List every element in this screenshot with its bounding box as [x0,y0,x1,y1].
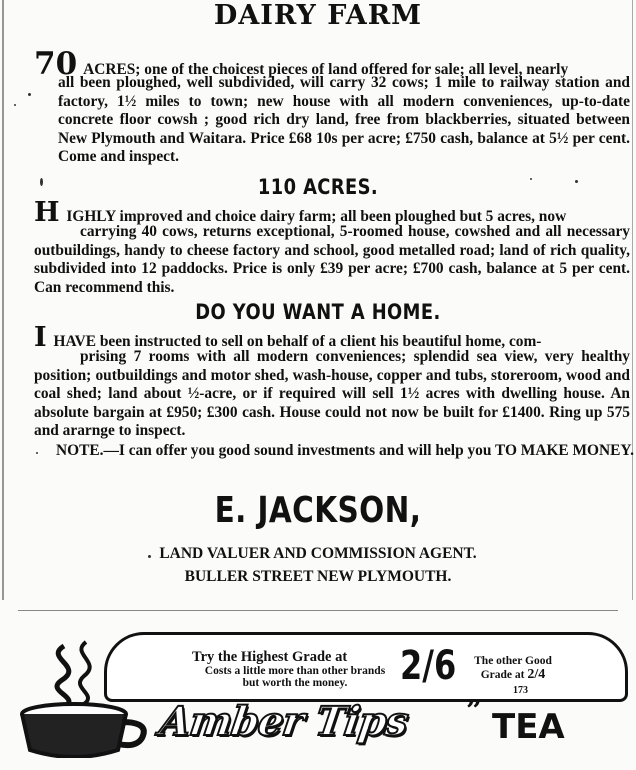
scan-speck [14,104,16,106]
agent-name: E. JACKSON, [214,490,422,531]
page-title: DAIRY FARM [213,0,423,31]
section-divider [18,610,618,611]
left-column-rule [2,0,4,600]
heading-110-acres: 110 ACRES. [257,175,379,199]
scan-speck [148,555,151,558]
listing-110-acres-body: carrying 40 cows, returns exceptional, 5-roomed house, cowshed and all necessary outbuildings, handy to cheese factory and school, good metalled road; land of rich quality, subdivided into 12 paddocks. Price is only £39 per acre; £700 cash, balance at 5 per cent. Can recommend this. [34,223,630,296]
listing-70-acres-body: all been ploughed, well subdivided, will carry 32 cows; 1 mile to railway station and factory, 1½ miles to town; new house with all modern conveniences, up-to-date concrete floor cowsh ; good rich dry land, free from blackberries, situated between New Plymouth and Waitara. Price £68 10s per acre; £750 cash, balance at 5½ per cent. Come and inspect. [58,74,630,166]
right-column-rule [632,0,633,600]
listing-home-body: prising 7 rooms with all modern conveniences; splendid sea view, very healthy position; outbuildings and motor shed, wash-house, copper and tubs, storeroom, wood and coal shed; land about ½-acre, or if required will sell 1½ acres with dwelling house. An absolute bargain at £950; £300 cash. House could not now be built for £1400. Ring up 575 and ararnge to inspect. [34,348,630,440]
dropcap-i: I [34,322,47,353]
heading-do-you-want-a-home: DO YOU WANT A HOME. [195,300,441,324]
tea-worth-money-text: Costs a little more than other brands but worth the money. [204,665,386,689]
tea-other-grade [463,655,563,682]
scan-speck [40,178,43,186]
tea-advertisement [104,632,622,750]
tea-brand-quote: ” [466,694,483,727]
scan-speck [575,180,578,183]
scan-speck [36,452,38,454]
agent-address: BULLER STREET NEW PLYMOUTH. [184,568,452,585]
tea-banner [104,632,628,702]
listing-70-acres [34,46,630,166]
tea-brand-logo: Amber Tips [156,698,411,745]
tea-price: 2/6 [400,643,457,689]
dropcap-70: 70 [34,46,78,82]
listing-70-acres-first-line: ACRES; one of the choicest pieces of land offered for sale; all level, nearly [83,61,569,78]
listing-home-first-line: HAVE been instructed to sell on behalf of a client his beautiful home, com- [53,333,542,350]
tea-highest-grade-text: Try the Highest Grade at [192,649,348,665]
tea-other-price: 2/4 [527,667,546,682]
dropcap-h: H [34,197,60,228]
scan-speck [28,93,31,96]
tea-other-grade-text: The other Good Grade at [474,655,552,681]
tea-ad-code: 173 [513,685,528,696]
investment-note: NOTE.—I can offer you good sound investments and will help you TO MAKE MONEY. [56,442,634,459]
tea-word: TEA [492,707,565,747]
scan-speck [530,178,532,180]
listing-110-acres [34,197,630,297]
listing-110-acres-first-line: IGHLY improved and choice dairy farm; all been ploughed but 5 acres, now [66,208,567,225]
listing-home [34,322,630,440]
agent-role: LAND VALUER AND COMMISSION AGENT. [159,545,477,562]
